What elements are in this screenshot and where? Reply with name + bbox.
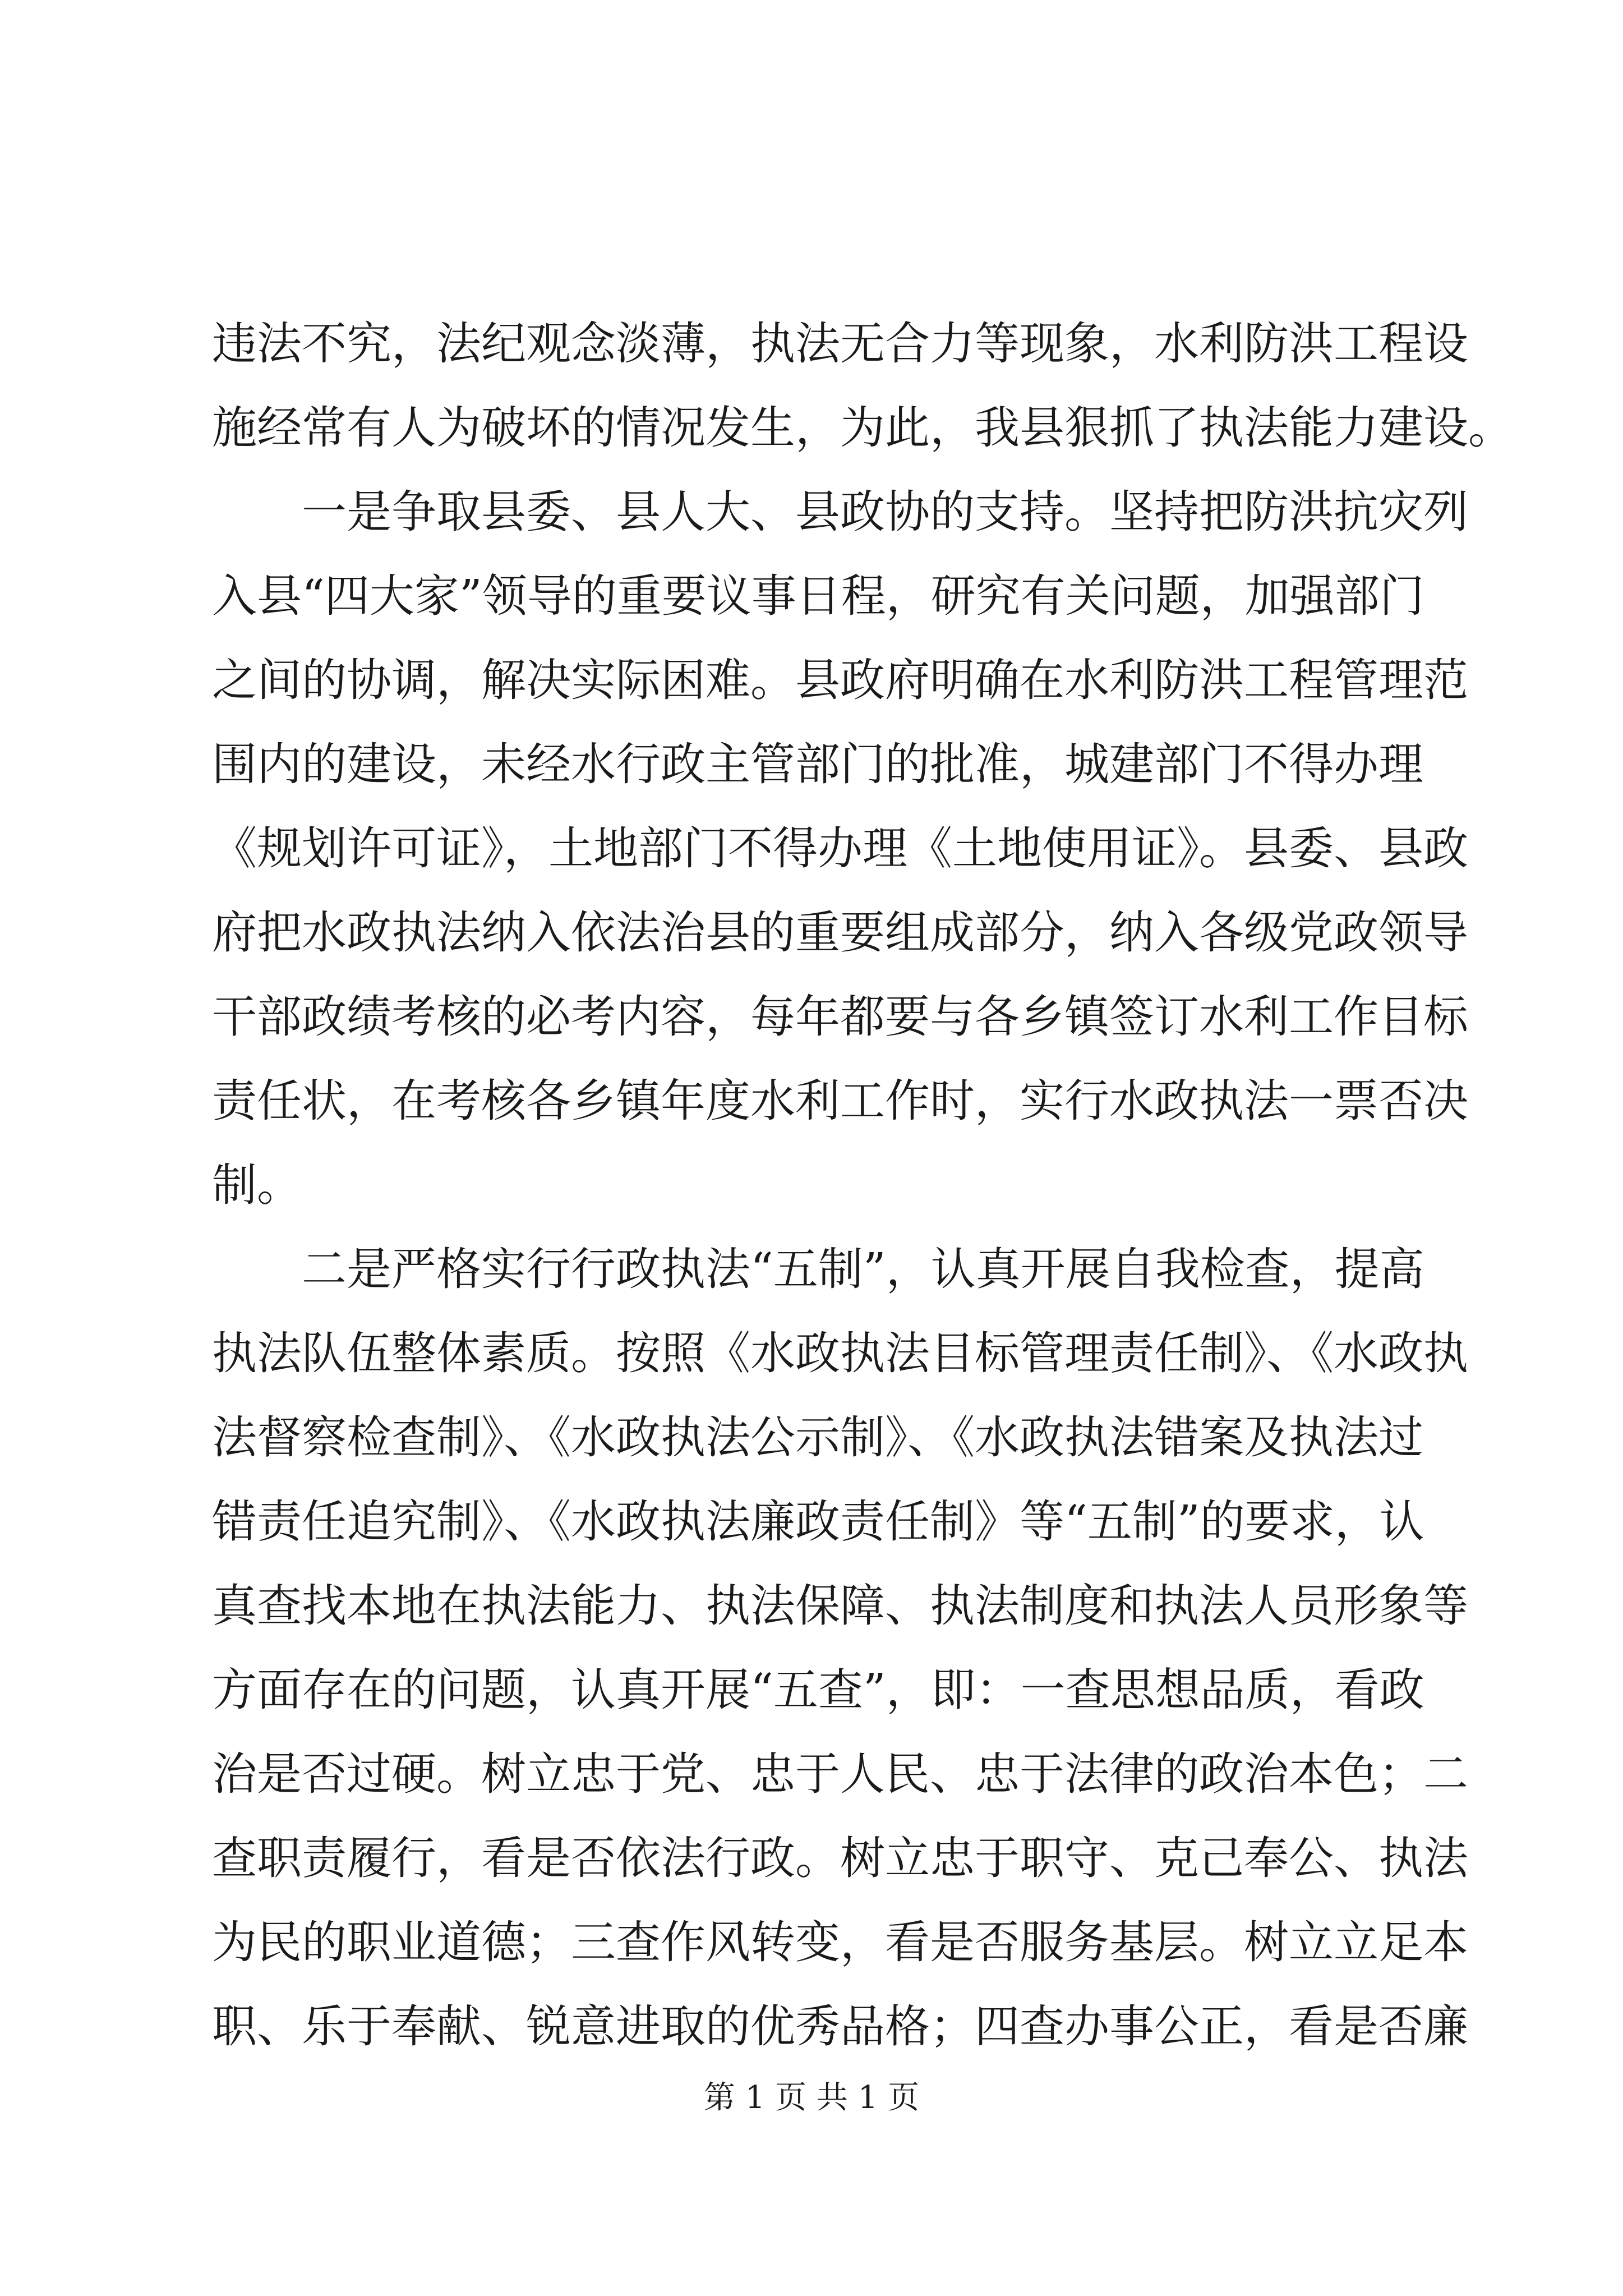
text-line: 制。 bbox=[212, 1159, 302, 1211]
text-line: 《规划许可证》，土地部门不得办理《土地使用证》。县委、县政 bbox=[212, 822, 1468, 875]
body-text bbox=[212, 302, 1513, 2069]
text-line: 违法不究，法纪观念淡薄，执法无合力等现象，水利防洪工程设 bbox=[212, 318, 1468, 370]
text-line: 为民的职业道德；三查作风转变，看是否服务基层。树立立足本 bbox=[212, 1916, 1468, 1968]
text-line: 之间的协调，解决实际困难。县政府明确在水利防洪工程管理范 bbox=[212, 654, 1468, 706]
text-line: 一是争取县委、县人大、县政协的支持。坚持把防洪抗灾列 bbox=[302, 486, 1468, 538]
text-line: 职、乐于奉献、锐意进取的优秀品格；四查办事公正，看是否廉 bbox=[212, 2000, 1468, 2053]
text-line: 责任状，在考核各乡镇年度水利工作时，实行水政执法一票否决 bbox=[212, 1075, 1468, 1127]
page-footer: 第 1 页 共 1 页 bbox=[703, 2079, 920, 2116]
text-line: 错责任追究制》、《水政执法廉政责任制》等“五制”的要求，认 bbox=[212, 1496, 1424, 1548]
text-line: 围内的建设，未经水行政主管部门的批准，城建部门不得办理 bbox=[212, 738, 1423, 790]
text-line: 干部政绩考核的必考内容，每年都要与各乡镇签订水利工作目标 bbox=[212, 991, 1468, 1043]
text-line: 施经常有人为破坏的情况发生，为此，我县狠抓了执法能力建设。 bbox=[212, 402, 1513, 454]
text-line: 真查找本地在执法能力、执法保障、执法制度和执法人员形象等 bbox=[212, 1580, 1468, 1632]
text-line: 执法队伍整体素质。按照《水政执法目标管理责任制》、《水政执 bbox=[212, 1327, 1468, 1379]
text-line: 治是否过硬。树立忠于党、忠于人民、忠于法律的政治本色；二 bbox=[212, 1748, 1468, 1800]
text-line: 查职责履行，看是否依法行政。树立忠于职守、克己奉公、执法 bbox=[212, 1832, 1468, 1884]
text-line: 法督察检查制》、《水政执法公示制》、《水政执法错案及执法过 bbox=[212, 1411, 1423, 1464]
text-line: 入县“四大家”领导的重要议事日程，研究有关问题，加强部门 bbox=[212, 570, 1424, 622]
text-line: 二是严格实行行政执法“五制”，认真开展自我检查，提高 bbox=[302, 1243, 1424, 1295]
text-line: 方面存在的问题，认真开展“五查”，即：一查思想品质，看政 bbox=[212, 1664, 1424, 1716]
text-line: 府把水政执法纳入依法治县的重要组成部分，纳入各级党政领导 bbox=[212, 907, 1468, 959]
